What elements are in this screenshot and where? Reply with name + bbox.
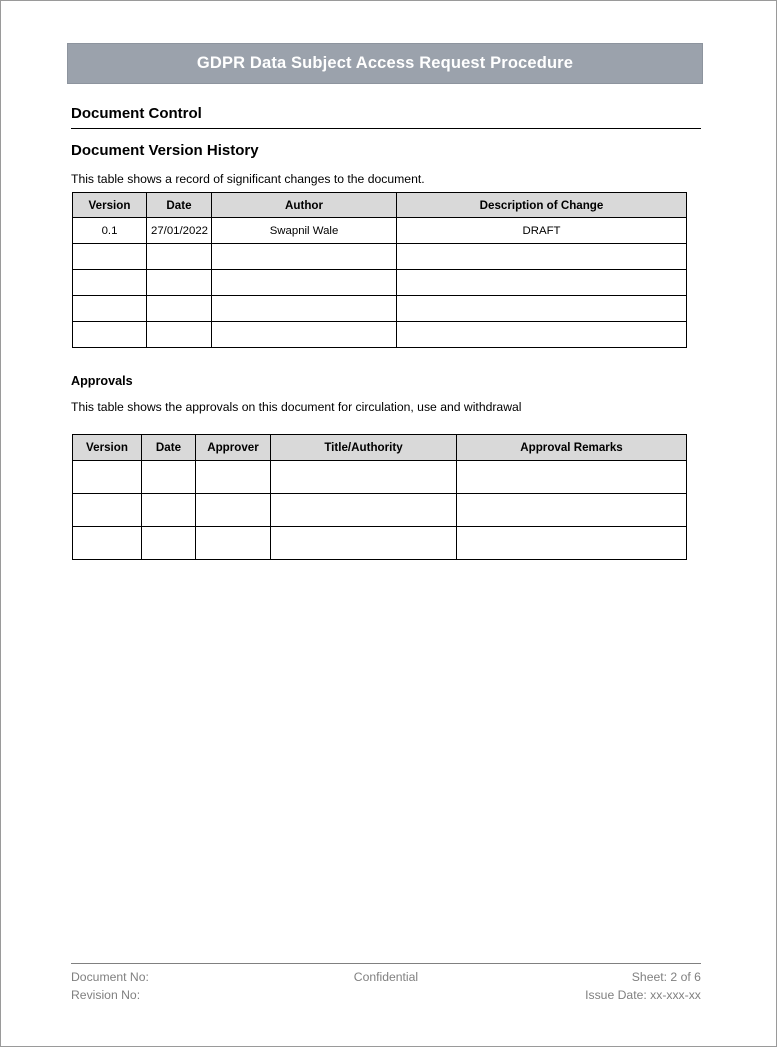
- table-row: [73, 270, 687, 296]
- table-row: [73, 461, 687, 494]
- cell-version: [73, 322, 147, 348]
- cell-version: [73, 296, 147, 322]
- cell-version: [73, 270, 147, 296]
- column-header-title-authority: Title/Authority: [271, 435, 457, 461]
- footer-revision-no: Revision No:: [71, 988, 141, 1002]
- section-heading-version-history: Document Version History: [71, 142, 259, 159]
- section-heading-document-control: Document Control: [71, 105, 701, 129]
- footer-issue-date: Issue Date: xx-xxx-xx: [585, 988, 701, 1002]
- column-header-author: Author: [212, 193, 397, 218]
- document-title-banner: [67, 43, 703, 84]
- column-header-description: Description of Change: [397, 193, 687, 218]
- approvals-intro-text: This table shows the approvals on this document for circulation, use and withdrawal: [71, 400, 522, 414]
- cell-version: 0.1: [73, 218, 147, 244]
- page-footer: [71, 963, 701, 1004]
- cell-title-authority: [271, 461, 457, 494]
- table-row: [73, 244, 687, 270]
- section-heading-approvals: Approvals: [71, 374, 133, 388]
- footer-row-bottom: [71, 986, 701, 1004]
- cell-approver: [196, 461, 271, 494]
- version-history-table: [72, 192, 687, 348]
- footer-document-no: Document No:: [71, 970, 149, 984]
- column-header-version: Version: [73, 435, 142, 461]
- cell-approval-remarks: [457, 461, 687, 494]
- cell-description: DRAFT: [397, 218, 687, 244]
- cell-author: [212, 244, 397, 270]
- table-header-row: [73, 193, 687, 218]
- cell-title-authority: [271, 494, 457, 527]
- cell-description: [397, 296, 687, 322]
- cell-approval-remarks: [457, 494, 687, 527]
- document-title: GDPR Data Subject Access Request Procedure: [196, 54, 574, 72]
- cell-date: [142, 527, 196, 560]
- cell-author: [212, 296, 397, 322]
- cell-date: [142, 461, 196, 494]
- cell-version: [73, 461, 142, 494]
- column-header-approval-remarks: Approval Remarks: [457, 435, 687, 461]
- footer-row-top: [71, 968, 701, 986]
- cell-description: [397, 270, 687, 296]
- version-history-intro-text: This table shows a record of significant changes to the document.: [71, 172, 425, 186]
- cell-date: [147, 296, 212, 322]
- cell-description: [397, 244, 687, 270]
- footer-classification: Confidential: [353, 970, 419, 984]
- cell-author: [212, 270, 397, 296]
- table-row: [73, 296, 687, 322]
- table-header-row: [73, 435, 687, 461]
- cell-description: [397, 322, 687, 348]
- column-header-version: Version: [73, 193, 147, 218]
- cell-version: [73, 244, 147, 270]
- cell-approver: [196, 494, 271, 527]
- cell-version: [73, 527, 142, 560]
- cell-approval-remarks: [457, 527, 687, 560]
- cell-author: Swapnil Wale: [212, 218, 397, 244]
- approvals-table: [72, 434, 687, 560]
- cell-approver: [196, 527, 271, 560]
- table-row: [73, 494, 687, 527]
- cell-date: [147, 322, 212, 348]
- column-header-approver: Approver: [196, 435, 271, 461]
- column-header-date: Date: [147, 193, 212, 218]
- cell-version: [73, 494, 142, 527]
- cell-date: 27/01/2022: [147, 218, 212, 244]
- cell-author: [212, 322, 397, 348]
- footer-sheet-number: Sheet: 2 of 6: [631, 970, 701, 984]
- column-header-date: Date: [142, 435, 196, 461]
- cell-date: [142, 494, 196, 527]
- cell-date: [147, 270, 212, 296]
- table-row: [73, 218, 687, 244]
- table-row: [73, 322, 687, 348]
- cell-title-authority: [271, 527, 457, 560]
- cell-date: [147, 244, 212, 270]
- table-row: [73, 527, 687, 560]
